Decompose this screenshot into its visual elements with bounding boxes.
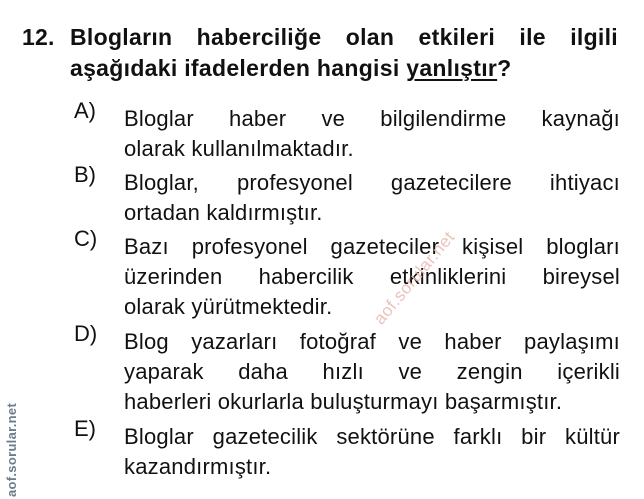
option-c-line-1: Bazı profesyonel gazeteciler kişisel blogları	[124, 234, 620, 259]
option-e-letter: E)	[74, 416, 96, 441]
option-d-line-3: haberleri okurlarla buluşturmayı başarmıştır.	[124, 389, 563, 414]
question-stem-keyword: yanlıştır	[406, 55, 498, 81]
question-number: 12.	[22, 24, 55, 50]
question-stem	[70, 22, 618, 84]
question-stem-prefix: aşağıdaki ifadelerden hangisi	[70, 55, 407, 81]
question-stem-line-2	[70, 53, 618, 84]
option-b-line-2: ortadan kaldırmıştır.	[124, 200, 323, 225]
option-d-text	[124, 327, 620, 417]
option-d-line-2: yaparak daha hızlı ve zengin içerikli	[124, 359, 620, 384]
question-stem-line-1: Blogların haberciliğe olan etkileri ile ilgili	[70, 24, 618, 50]
option-a-letter: A)	[74, 98, 96, 123]
option-c-text	[124, 232, 620, 322]
option-b-line-1: Bloglar, profesyonel gazetecilere ihtiyacı	[124, 170, 620, 195]
option-e-line-1: Bloglar gazetecilik sektörüne farklı bir kültür	[124, 424, 620, 449]
option-a-line-1: Bloglar haber ve bilgilendirme kaynağı	[124, 106, 620, 131]
watermark-side: aof.sorular.net	[4, 402, 19, 497]
option-c-line-3: olarak yürütmektedir.	[124, 294, 333, 319]
option-a-text	[124, 104, 620, 164]
watermark-diagonal: aof.sorular.net	[370, 227, 459, 329]
option-c-letter: C)	[74, 226, 98, 251]
question-stem-suffix: ?	[497, 55, 512, 81]
option-d-line-1: Blog yazarları fotoğraf ve haber paylaşımı	[124, 329, 620, 354]
option-b-letter: B)	[74, 162, 96, 187]
option-c-line-2: üzerinden habercilik etkinliklerini bireysel	[124, 264, 620, 289]
option-d-letter: D)	[74, 321, 98, 346]
option-e-text	[124, 422, 620, 482]
option-b-text	[124, 168, 620, 228]
option-e-line-2: kazandırmıştır.	[124, 454, 272, 479]
option-a-line-2: olarak kullanılmaktadır.	[124, 136, 354, 161]
